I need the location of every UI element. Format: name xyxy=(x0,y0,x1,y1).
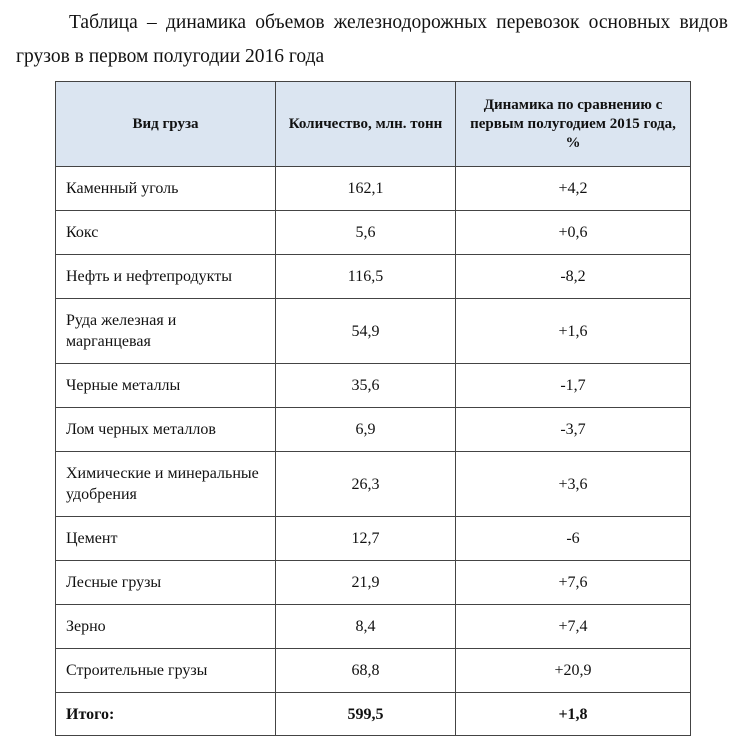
cell-change: +7,6 xyxy=(456,561,691,605)
cell-cargo-type: Руда железная и марганцевая xyxy=(56,299,276,364)
table-header-row xyxy=(56,82,691,167)
cell-total-quantity: 599,5 xyxy=(276,693,456,736)
cell-cargo-type: Лесные грузы xyxy=(56,561,276,605)
cell-change: -6 xyxy=(456,517,691,561)
table-row xyxy=(56,605,691,649)
table-row xyxy=(56,517,691,561)
cell-change: +1,6 xyxy=(456,299,691,364)
table-row xyxy=(56,649,691,693)
cell-total-change: +1,8 xyxy=(456,693,691,736)
table-row xyxy=(56,211,691,255)
cell-change: +0,6 xyxy=(456,211,691,255)
cell-cargo-type: Строительные грузы xyxy=(56,649,276,693)
cell-quantity: 6,9 xyxy=(276,408,456,452)
cell-quantity: 8,4 xyxy=(276,605,456,649)
table-caption: Таблица – динамика объемов железнодорожных перевозок основных видов грузов в первом полугодии 2016 года xyxy=(16,12,728,67)
cell-change: -3,7 xyxy=(456,408,691,452)
header-cargo-type: Вид груза xyxy=(56,82,276,167)
table-row xyxy=(56,255,691,299)
cell-change: -1,7 xyxy=(456,364,691,408)
cell-quantity: 54,9 xyxy=(276,299,456,364)
cell-change: +20,9 xyxy=(456,649,691,693)
cell-cargo-type: Лом черных металлов xyxy=(56,408,276,452)
cargo-table xyxy=(55,81,691,736)
cell-change: +7,4 xyxy=(456,605,691,649)
header-change: Динамика по сравнению с первым полугодием 2015 года, % xyxy=(456,82,691,167)
cell-quantity: 5,6 xyxy=(276,211,456,255)
table-total-row xyxy=(56,693,691,736)
cell-cargo-type: Черные металлы xyxy=(56,364,276,408)
cell-change: +3,6 xyxy=(456,452,691,517)
cell-quantity: 35,6 xyxy=(276,364,456,408)
table-row xyxy=(56,561,691,605)
table-row xyxy=(56,167,691,211)
cell-change: -8,2 xyxy=(456,255,691,299)
cell-quantity: 21,9 xyxy=(276,561,456,605)
cell-quantity: 26,3 xyxy=(276,452,456,517)
table-row xyxy=(56,408,691,452)
cell-cargo-type: Нефть и нефтепродукты xyxy=(56,255,276,299)
cell-total-label: Итого: xyxy=(56,693,276,736)
cell-cargo-type: Химические и минеральные удобрения xyxy=(56,452,276,517)
cell-quantity: 162,1 xyxy=(276,167,456,211)
cell-cargo-type: Кокс xyxy=(56,211,276,255)
cell-cargo-type: Каменный уголь xyxy=(56,167,276,211)
table-row xyxy=(56,299,691,364)
cell-quantity: 116,5 xyxy=(276,255,456,299)
cell-quantity: 12,7 xyxy=(276,517,456,561)
cell-quantity: 68,8 xyxy=(276,649,456,693)
cell-cargo-type: Цемент xyxy=(56,517,276,561)
table-row xyxy=(56,452,691,517)
table-row xyxy=(56,364,691,408)
cell-change: +4,2 xyxy=(456,167,691,211)
header-quantity: Количество, млн. тонн xyxy=(276,82,456,167)
cell-cargo-type: Зерно xyxy=(56,605,276,649)
